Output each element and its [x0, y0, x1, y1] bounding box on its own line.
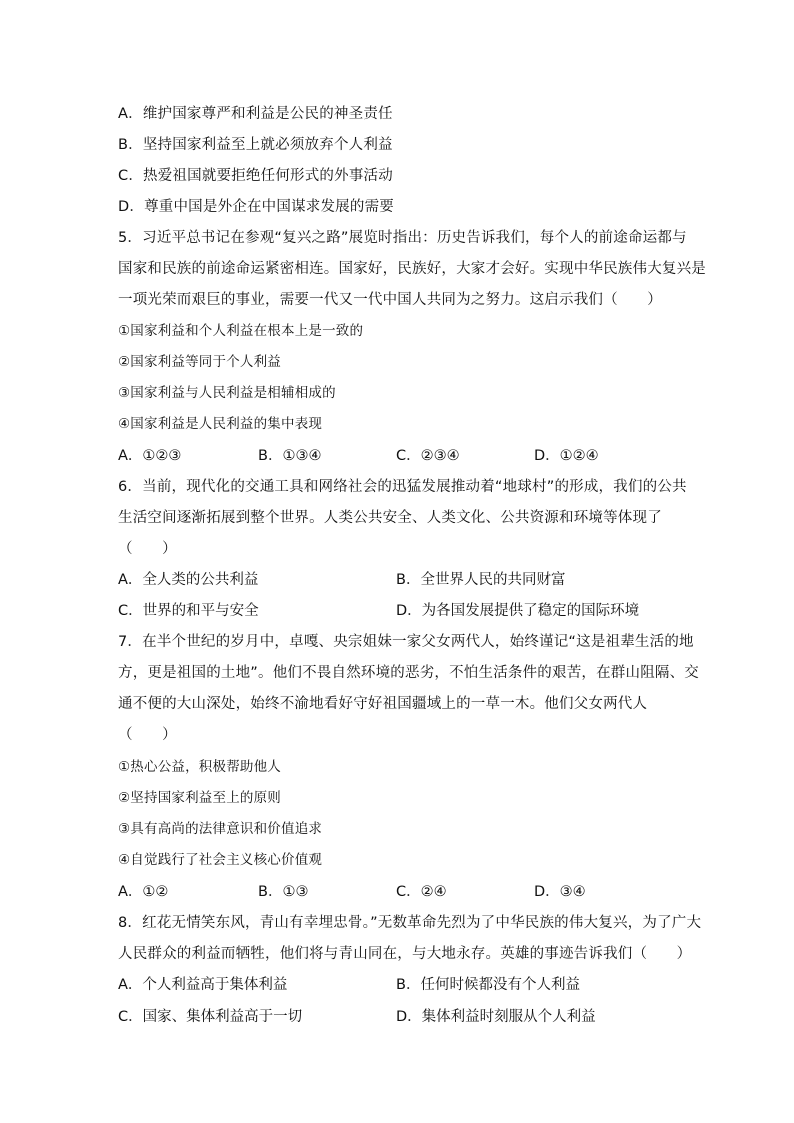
q6-stem-line: 生活空间逐渐拓展到整个世界。人类公共安全、人类文化、公共资源和环境等体现了 [118, 510, 662, 526]
q7-stem-line: 7．在半个世纪的岁月中，卓嘎、央宗姐妹一家父女两代人，始终谨记“这是祖辈生活的地 [118, 634, 694, 650]
q8-choice-a: A．个人利益高于集体利益 [118, 977, 288, 993]
q7-item: ③具有高尚的法律意识和价值追求 [118, 821, 323, 837]
q7-stem-line: 方，更是祖国的土地”。他们不畏自然环境的恶劣，不怕生活条件的艰苦，在群山阻隔、交 [118, 665, 700, 681]
q7-item: ②坚持国家利益至上的原则 [118, 790, 282, 806]
q4-option-c: C．热爱祖国就要拒绝任何形式的外事活动 [118, 168, 393, 184]
q4-option-a: A．维护国家尊严和利益是公民的神圣责任 [118, 106, 393, 122]
q8-choice-c: C．国家、集体利益高于一切 [118, 1009, 303, 1025]
q5-item: ④国家利益是人民利益的集中表现 [118, 416, 323, 432]
q7-item: ①热心公益，积极帮助他人 [118, 759, 282, 775]
q5-choice-a: A．①②③ [118, 448, 182, 464]
q6-choice-a: A．全人类的公共利益 [118, 572, 259, 588]
q5-item: ②国家利益等同于个人利益 [118, 354, 282, 370]
q5-stem-line: 国家和民族的前途命运紧密相连。国家好，民族好，大家才会好。实现中华民族伟大复兴是 [118, 261, 706, 277]
q6-stem-line: （ ） [118, 541, 177, 557]
q7-choice-d: D．③④ [534, 884, 586, 900]
q5-choice-b: B．①③④ [258, 448, 322, 464]
q5-choice-d: D．①②④ [534, 448, 599, 464]
q5-stem-line: 5．习近平总书记在参观“复兴之路”展览时指出：历史告诉我们，每个人的前途命运都与 [118, 230, 687, 246]
q4-option-b: B．坚持国家利益至上就必须放弃个人利益 [118, 137, 393, 153]
q6-choice-c: C．世界的和平与安全 [118, 603, 259, 619]
q7-choice-c: C．②④ [396, 884, 447, 900]
q8-choice-d: D．集体利益时刻服从个人利益 [396, 1009, 596, 1025]
q5-item: ③国家利益与人民利益是相辅相成的 [118, 385, 336, 401]
q7-stem-line: （ ） [118, 727, 177, 743]
q5-choice-c: C．②③④ [396, 448, 460, 464]
q5-stem-line: 一项光荣而艰巨的事业，需要一代又一代中国人共同为之努力。这启示我们（ ） [118, 292, 662, 308]
q6-choice-b: B．全世界人民的共同财富 [396, 572, 566, 588]
q7-stem-line: 通不便的大山深处，始终不渝地看好守好祖国疆域上的一草一木。他们父女两代人 [118, 696, 648, 712]
q6-choice-d: D．为各国发展提供了稳定的国际环境 [396, 603, 640, 619]
q8-stem-line: 人民群众的利益而牺牲，他们将与青山同在，与大地永存。英雄的事迹告诉我们（ ） [118, 946, 692, 962]
q5-item: ①国家利益和个人利益在根本上是一致的 [118, 323, 364, 339]
q7-choice-b: B．①③ [258, 884, 309, 900]
q8-choice-b: B．任何时候都没有个人利益 [396, 977, 580, 993]
q4-option-d: D．尊重中国是外企在中国谋求发展的需要 [118, 199, 394, 215]
q7-item: ④自觉践行了社会主义核心价值观 [118, 852, 323, 868]
q7-choice-a: A．①② [118, 884, 169, 900]
q8-stem-line: 8．红花无情笑东风，青山有幸埋忠骨。”无数革命先烈为了中华民族的伟大复兴，为了广大 [118, 915, 702, 931]
q6-stem-line: 6．当前，现代化的交通工具和网络社会的迅猛发展推动着“地球村”的形成，我们的公共 [118, 479, 687, 495]
